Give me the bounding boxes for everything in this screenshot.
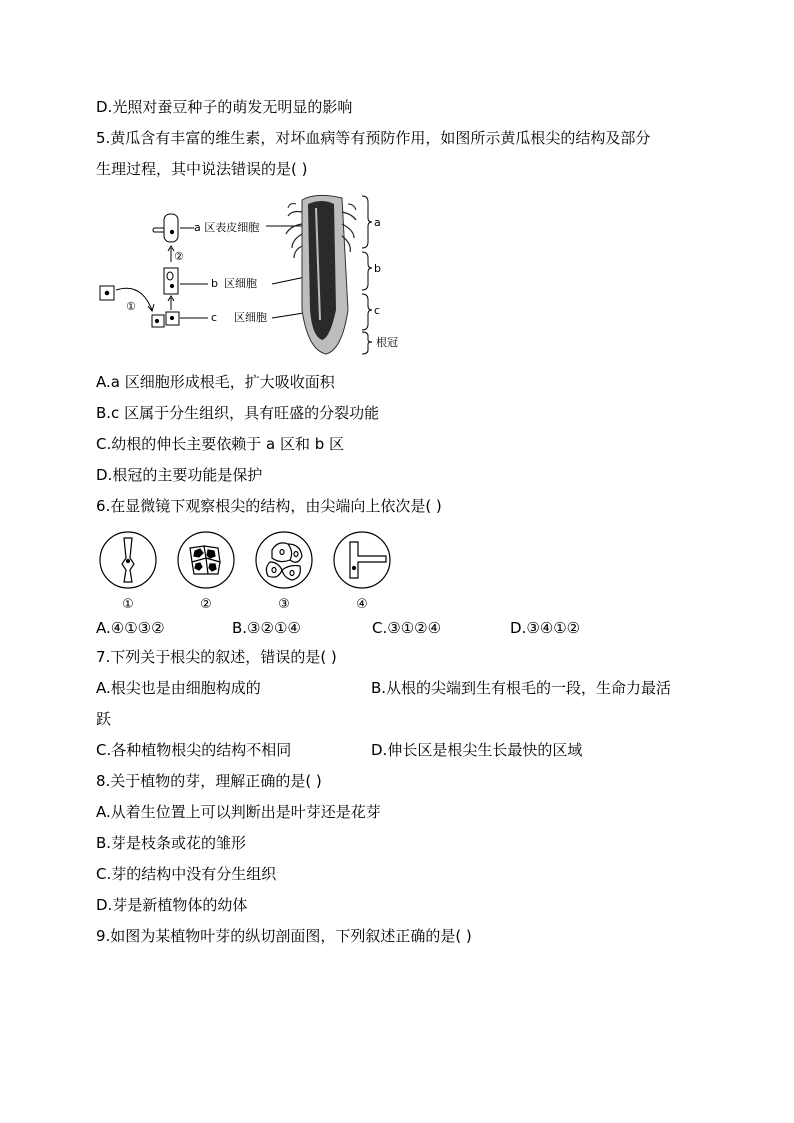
q8-stem: 8.关于植物的芽，理解正确的是( ) — [96, 772, 322, 790]
view-3-root-cap-cells — [256, 532, 312, 588]
root-tip-figure — [96, 190, 416, 360]
root-tip-drawing — [286, 195, 356, 354]
q8-option-a: A.从着生位置上可以判断出是叶芽还是花芽 — [96, 803, 381, 821]
view-4-label: ④ — [356, 597, 368, 612]
q5-option-c: C.幼根的伸长主要依赖于 a 区和 b 区 — [96, 435, 345, 453]
q7-option-b: B.从根的尖端到生有根毛的一段，生命力最活 — [371, 679, 672, 697]
label-b-cells: 区细胞 — [224, 277, 257, 290]
q6-stem: 6.在显微镜下观察根尖的结构，由尖端向上依次是( ) — [96, 497, 442, 515]
view-3-label: ③ — [278, 597, 290, 612]
q6-option-a: A.④①③② — [96, 619, 165, 637]
brace-c-label: c — [374, 304, 381, 317]
microscope-views-figure — [96, 528, 396, 614]
region-braces — [362, 196, 372, 354]
q5-option-b: B.c 区属于分生组织，具有旺盛的分裂功能 — [96, 404, 380, 422]
q5-stem-line2: 生理过程，其中说法错误的是( ) — [96, 160, 308, 178]
q7-option-d: D.伸长区是根尖生长最快的区域 — [371, 741, 583, 759]
view-2-label: ② — [200, 597, 212, 612]
q7-stem: 7.下列关于根尖的叙述，错误的是( ) — [96, 648, 337, 666]
view-4-root-hair-cell — [334, 532, 390, 588]
label-c-cells: 区细胞 — [234, 311, 267, 324]
label-b-letter: b — [211, 277, 218, 290]
q9-stem: 9.如图为某植物叶芽的纵切剖面图，下列叙述正确的是( ) — [96, 927, 472, 945]
view-2-meristem-cells — [178, 532, 234, 588]
label-c-letter: c — [211, 311, 218, 324]
q6-option-c: C.③①②④ — [372, 619, 442, 637]
q5-option-d: D.根冠的主要功能是保护 — [96, 466, 263, 484]
q6-option-b: B.③②①④ — [232, 619, 301, 637]
q7-option-b-wrap: 跃 — [96, 710, 112, 728]
brace-a-label: a — [374, 216, 381, 229]
q6-option-d: D.③④①② — [510, 619, 581, 637]
q5-stem-line1: 5.黄瓜含有丰富的维生素，对坏血病等有预防作用，如图所示黄瓜根尖的结构及部分 — [96, 129, 651, 147]
q4-option-d: D.光照对蚕豆种子的萌发无明显的影响 — [96, 98, 353, 116]
step-2-label: ② — [174, 250, 184, 263]
q8-option-b: B.芽是枝条或花的雏形 — [96, 834, 247, 852]
q8-option-d: D.芽是新植物体的幼体 — [96, 896, 248, 914]
label-a-epidermis: a 区表皮细胞 — [194, 221, 260, 234]
q7-option-c: C.各种植物根尖的结构不相同 — [96, 741, 292, 759]
brace-root-cap-label: 根冠 — [376, 336, 398, 349]
view-1-label: ① — [122, 597, 134, 612]
q7-option-a: A.根尖也是由细胞构成的 — [96, 679, 261, 697]
step-1-label: ① — [126, 300, 136, 313]
brace-b-label: b — [374, 262, 381, 275]
q8-option-c: C.芽的结构中没有分生组织 — [96, 865, 277, 883]
view-1-elongation-cell — [100, 532, 156, 588]
q5-option-a: A.a 区细胞形成根毛，扩大吸收面积 — [96, 373, 335, 391]
